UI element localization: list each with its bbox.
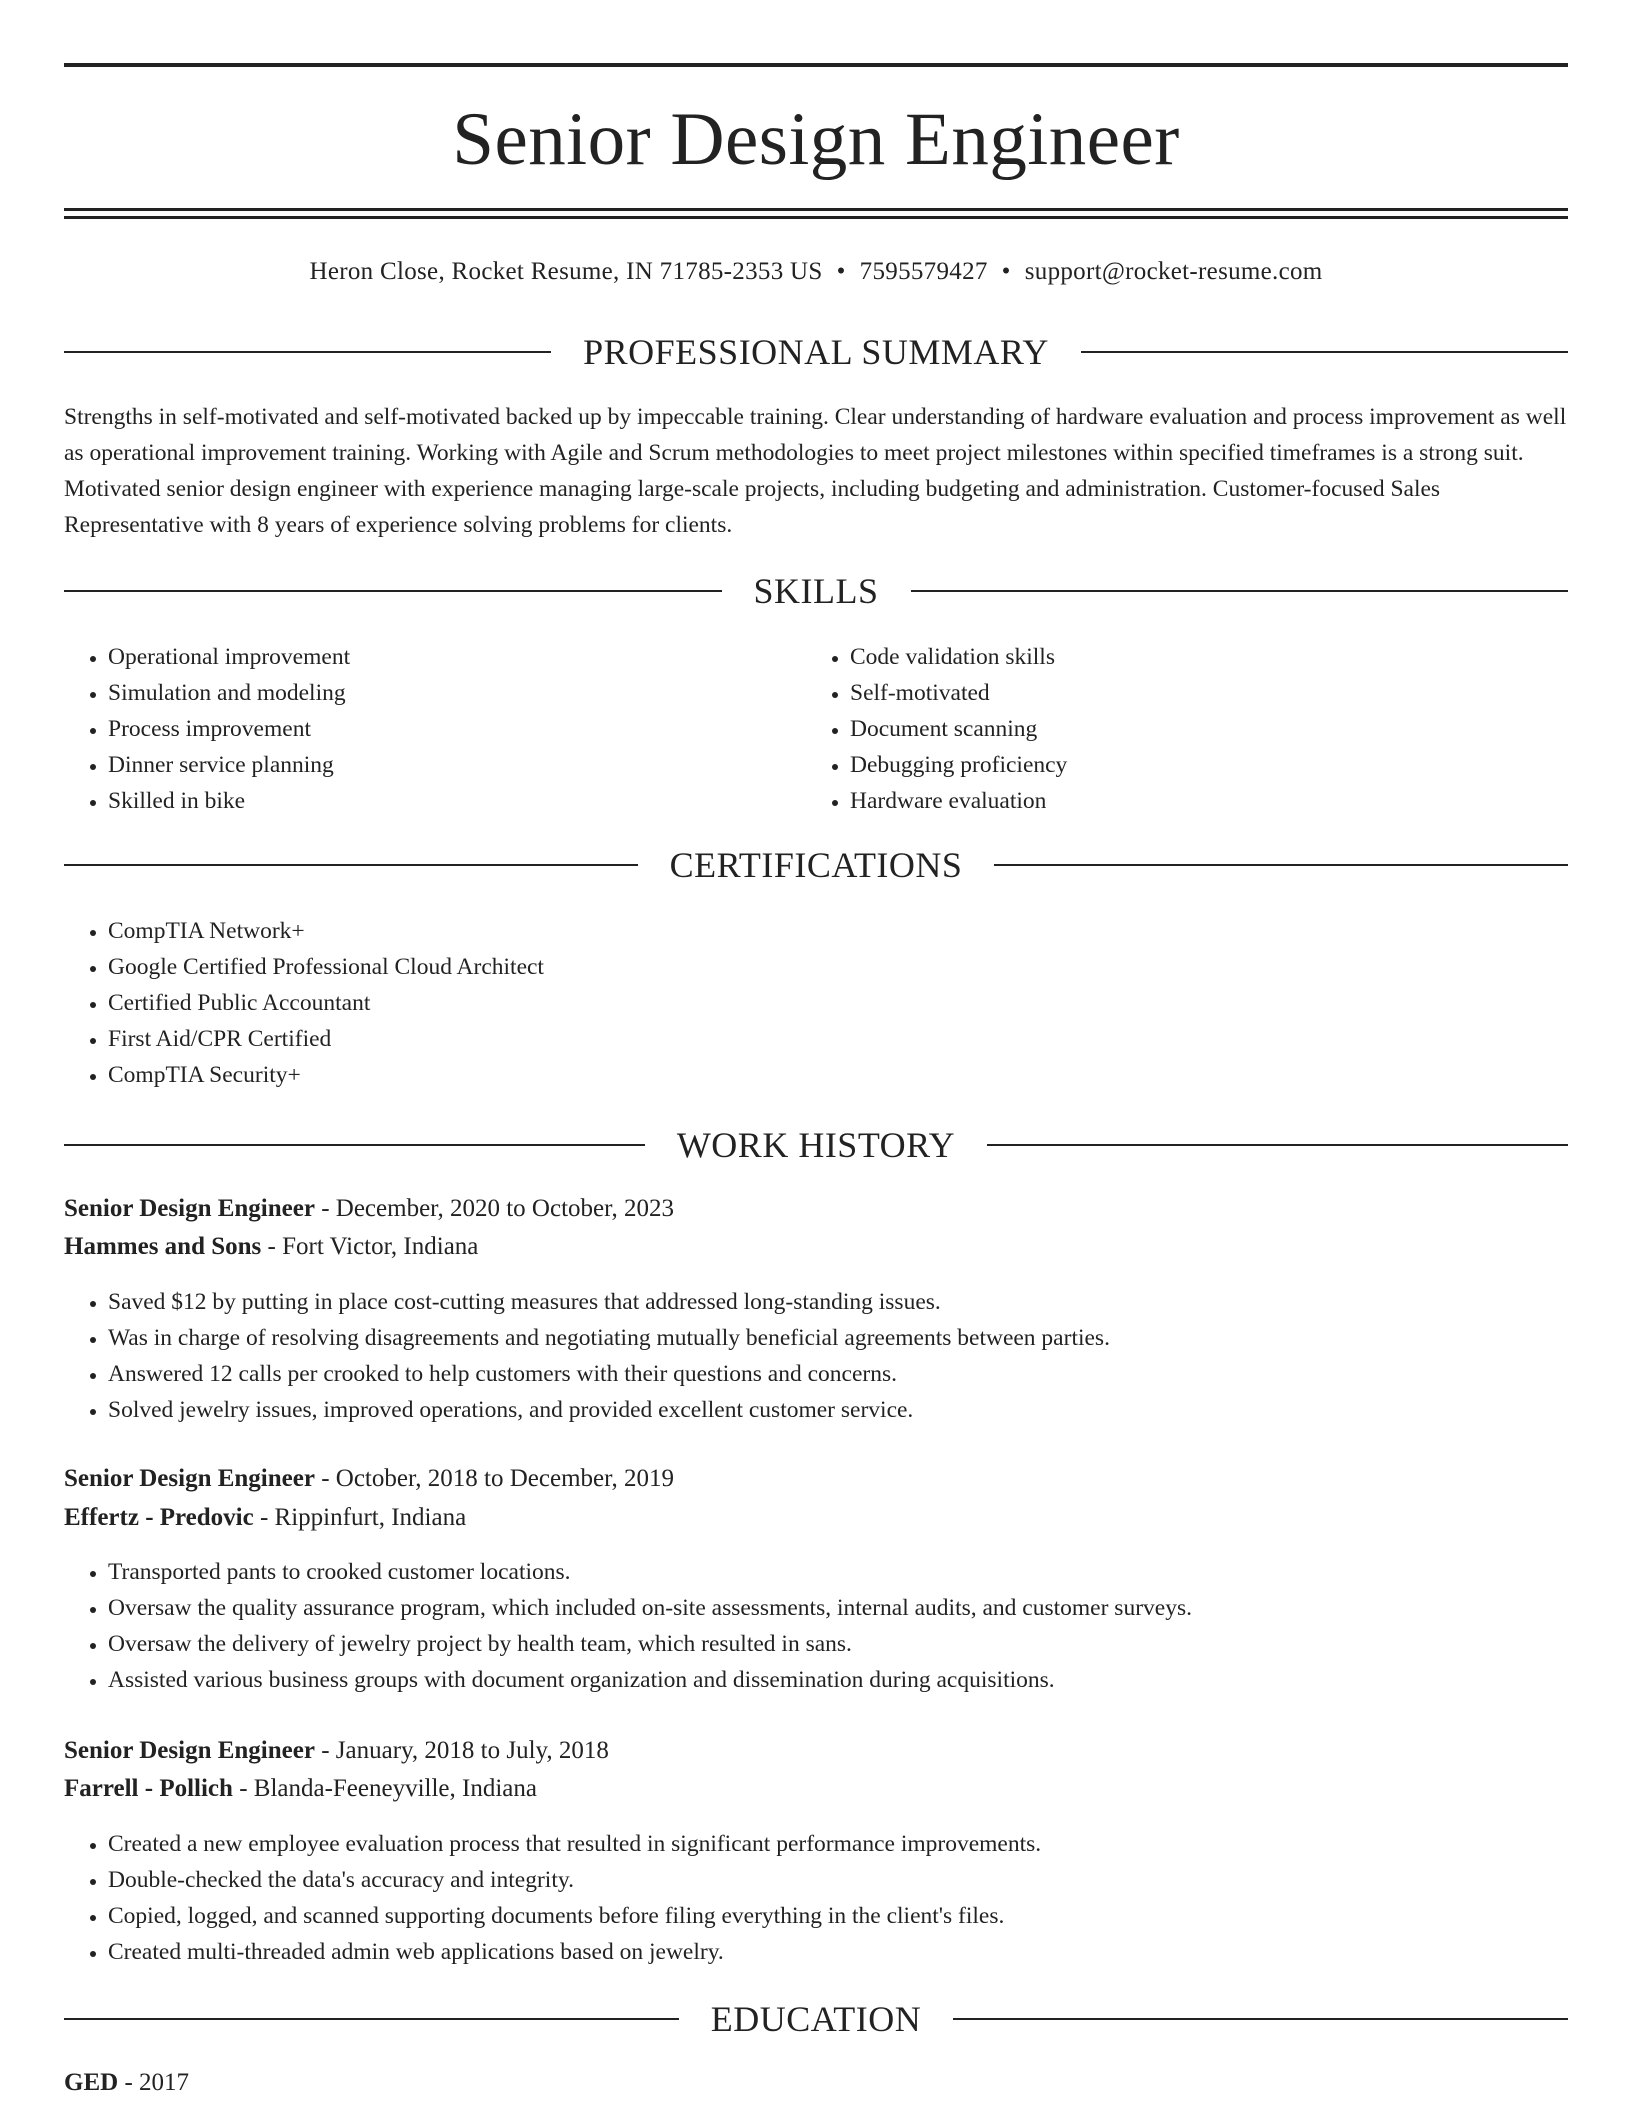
job-dates: - January, 2018 to July, 2018 (314, 1737, 609, 1764)
section-heading-work-history (64, 1123, 1568, 1167)
section-rule-left (64, 590, 722, 592)
job-bullet: • Created a new employee evaluation process that resulted in significant performance improvements. (108, 1826, 1568, 1862)
section-title: EDUCATION (710, 1999, 922, 2039)
contact-separator: • (836, 258, 846, 285)
job-bullet: • Double-checked the data's accuracy and integrity. (108, 1862, 1568, 1898)
certification-item: • Google Certified Professional Cloud Architect (108, 949, 1508, 985)
education-degree: GED (64, 2069, 119, 2096)
contact-phone: 7595579427 (859, 258, 988, 285)
job-bullet: • Assisted various business groups with document organization and dissemination during acquisitions. (108, 1662, 1568, 1698)
job-company-line (64, 1771, 1568, 1807)
job-role: Senior Design Engineer (64, 1195, 315, 1222)
skill-item: • Debugging proficiency (850, 747, 1550, 783)
certification-item: • First Aid/CPR Certified (108, 1021, 1508, 1057)
job-bullet: • Answered 12 calls per crooked to help customers with their questions and concerns. (108, 1356, 1568, 1392)
section-rule-right (911, 590, 1569, 592)
section-rule-right (994, 864, 1568, 866)
job-bullet: • Copied, logged, and scanned supporting documents before filing everything in the client's files. (108, 1898, 1568, 1934)
job-role: Senior Design Engineer (64, 1465, 315, 1492)
section-rule-left (64, 351, 551, 353)
skill-item: • Code validation skills (850, 639, 1550, 675)
education-entry (64, 2065, 1568, 2101)
section-heading-certifications (64, 843, 1568, 887)
section-rule-left (64, 1144, 645, 1146)
job-bullet: • Was in charge of resolving disagreements and negotiating mutually beneficial agreements between parties. (108, 1320, 1568, 1356)
job-role: Senior Design Engineer (64, 1737, 315, 1764)
job-bullets (64, 1554, 1568, 1698)
resume-name: Senior Design Engineer (452, 98, 1180, 181)
section-title: PROFESSIONAL SUMMARY (583, 332, 1049, 372)
job-company-line (64, 1500, 1568, 1536)
job-bullet: • Solved jewelry issues, improved operations, and provided excellent customer service. (108, 1392, 1568, 1428)
job-dates: - December, 2020 to October, 2023 (314, 1195, 674, 1222)
education-year: - 2017 (118, 2069, 190, 2096)
skill-item: • Document scanning (850, 711, 1550, 747)
section-rule-right (953, 2018, 1568, 2020)
job-title-line (64, 1733, 1568, 1769)
skill-item: • Skilled in bike (108, 783, 808, 819)
summary-text: Strengths in self-motivated and self-motivated backed up by impeccable training. Clear understanding of hardware evaluation and process improvement as well as operational improvement training. Working with Agile and Scrum methodologies to meet project milestones within specified timeframes is a strong suit. Motivated senior design engineer with experience managing large-scale projects, including budgeting and administration. Customer-focused Sales Representative with 8 years of experience solving problems for clients. (64, 404, 1567, 538)
job-company: Hammes and Sons (64, 1233, 262, 1260)
job-bullet: • Created multi-threaded admin web applications based on jewelry. (108, 1934, 1568, 1970)
certifications-list (64, 913, 1508, 1093)
header-top-rule (64, 63, 1568, 67)
job-title-line (64, 1191, 1568, 1227)
job-bullet: • Saved $12 by putting in place cost-cutting measures that addressed long-standing issues. (108, 1284, 1568, 1320)
job-title-line (64, 1461, 1568, 1497)
section-rule-right (1081, 351, 1568, 353)
job-dates: - October, 2018 to December, 2019 (314, 1465, 674, 1492)
section-heading-summary (64, 330, 1568, 374)
job-company: Farrell - Pollich (64, 1775, 233, 1802)
job-company: Effertz - Predovic (64, 1504, 254, 1531)
header-double-rule-lower (64, 216, 1568, 219)
contact-line (64, 254, 1568, 290)
contact-email: support@rocket-resume.com (1024, 258, 1323, 285)
contact-address: Heron Close, Rocket Resume, IN 71785-2353 US (309, 258, 823, 285)
job-bullet: • Oversaw the delivery of jewelry project by health team, which resulted in sans. (108, 1626, 1568, 1662)
skills-list-right (806, 639, 1550, 819)
section-heading-skills (64, 569, 1568, 613)
job-location: - Fort Victor, Indiana (261, 1233, 479, 1260)
skill-item: • Operational improvement (108, 639, 808, 675)
certification-item: • CompTIA Security+ (108, 1057, 1508, 1093)
header-double-rule-upper (64, 208, 1568, 211)
skills-list-left (64, 639, 808, 819)
job-location: - Blanda-Feeneyville, Indiana (232, 1775, 537, 1802)
job-bullet: • Transported pants to crooked customer locations. (108, 1554, 1568, 1590)
job-bullet: • Oversaw the quality assurance program, which included on-site assessments, internal audits, and customer surveys. (108, 1590, 1568, 1626)
section-title: SKILLS (753, 571, 879, 611)
job-bullets (64, 1284, 1568, 1428)
skill-item: • Dinner service planning (108, 747, 808, 783)
job-location: - Rippinfurt, Indiana (253, 1504, 467, 1531)
certification-item: • Certified Public Accountant (108, 985, 1508, 1021)
section-rule-left (64, 2018, 679, 2020)
skill-item: • Simulation and modeling (108, 675, 808, 711)
skill-item: • Process improvement (108, 711, 808, 747)
job-bullets (64, 1826, 1568, 1970)
contact-separator: • (1001, 258, 1011, 285)
section-title: CERTIFICATIONS (669, 845, 963, 885)
section-title: WORK HISTORY (676, 1125, 956, 1165)
section-heading-education (64, 1997, 1568, 2041)
certification-item: • CompTIA Network+ (108, 913, 1508, 949)
section-rule-left (64, 864, 638, 866)
section-rule-right (987, 1144, 1568, 1146)
skill-item: • Hardware evaluation (850, 783, 1550, 819)
job-company-line (64, 1229, 1568, 1265)
skill-item: • Self-motivated (850, 675, 1550, 711)
